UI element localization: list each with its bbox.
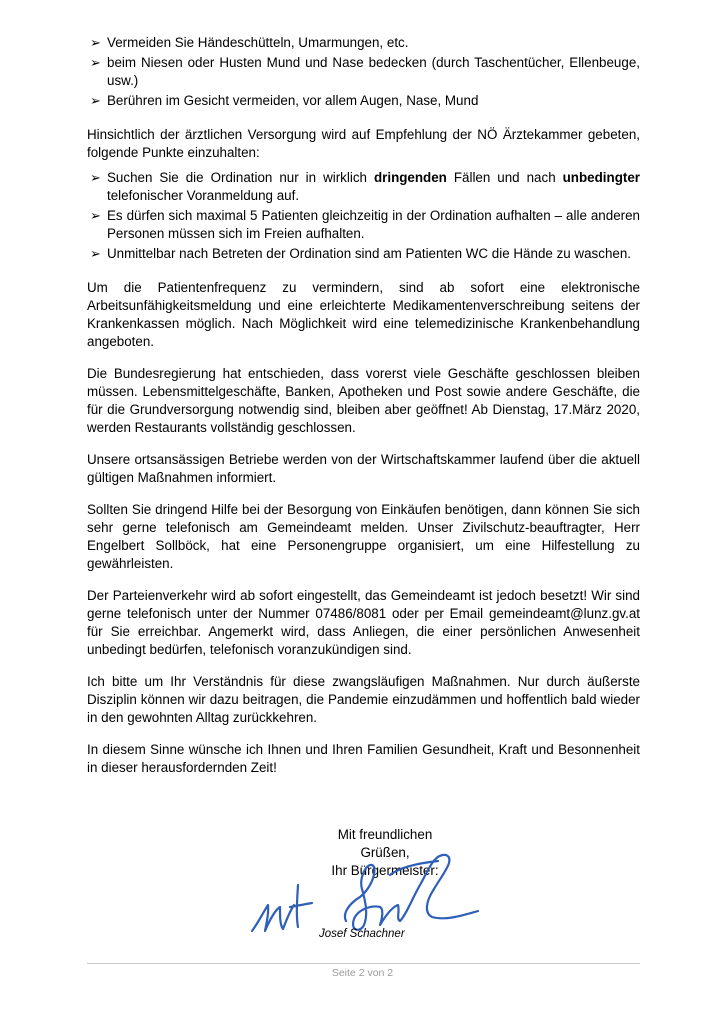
paragraph-federal-government: Die Bundesregierung hat entschieden, dass vorerst viele Geschäfte geschlossen bleiben müssen. Lebensmittelgeschäfte, Banken, Apotheken und Post sowie andere Geschäfte, die für die Grundversorgung notwendig sind, bleiben aber geöffnet! Ab Dienstag, 17.März 2020, werden Restaurants vollständig geschlossen. <box>87 366 640 435</box>
list-item: ➢ Suchen Sie die Ordination nur in wirklich dringenden Fällen und nach unbedingter telefonischer Voranmeldung auf. <box>90 170 640 203</box>
footer-divider <box>87 963 640 964</box>
paragraph-wishes: In diesem Sinne wünsche ich Ihnen und Ihren Familien Gesundheit, Kraft und Besonnenheit in dieser herausfordernden Zeit! <box>87 742 640 775</box>
signature-name: Josef Schachner <box>319 928 405 940</box>
signature-image <box>250 845 480 940</box>
arrow-bullet-icon: ➢ <box>90 208 101 223</box>
letter-body <box>87 34 640 777</box>
arrow-bullet-icon: ➢ <box>90 246 101 261</box>
list-item: ➢ beim Niesen oder Husten Mund und Nase bedecken (durch Taschentücher, Ellenbeuge, usw.) <box>90 55 640 88</box>
list-item: ➢ Berühren im Gesicht vermeiden, vor allem Augen, Nase, Mund <box>90 93 479 108</box>
paragraph-patient-frequency: Um die Patientenfrequenz zu vermindern, sind ab sofort eine elektronische Arbeitsunfähigkeitsmeldung und eine erleichterte Medikamentenverschreibung seitens der Krankenkassen möglich. Nach Möglichkeit wird eine telemedizinische Krankenbehandlung angeboten. <box>87 280 640 349</box>
paragraph-shopping-help: Sollten Sie dringend Hilfe bei der Besorgung von Einkäufen benötigen, dann können Sie sich sehr gerne telefonisch am Gemeindeamt melden. Unser Zivilschutz-beauftragter, Herr Engelbert Sollböck, hat eine Personengruppe organisiert, um eine Hilfestellung zu gewährleisten. <box>87 502 640 571</box>
arrow-bullet-icon: ➢ <box>90 55 101 70</box>
closing-title: Ihr Bürgermeister: <box>331 863 439 878</box>
paragraph-local-businesses: Unsere ortsansässigen Betriebe werden von der Wirtschaftskammer laufend über die aktuell gültigen Maßnahmen informiert. <box>87 452 640 485</box>
arrow-bullet-icon: ➢ <box>90 35 101 50</box>
page-number: Seite 2 von 2 <box>331 967 394 979</box>
medical-list <box>87 169 640 263</box>
paragraph-understanding: Ich bitte um Ihr Verständnis für diese zwangsläufigen Maßnahmen. Nur durch äußerste Disziplin können wir dazu beitragen, die Pandemie einzudämmen und hoffentlich bald wieder in den gewohnten Alltag zurückkehren. <box>87 674 640 725</box>
medical-intro: Hinsichtlich der ärztlichen Versorgung wird auf Empfehlung der NÖ Ärztekammer gebeten, folgende Punkte einzuhalten: <box>87 127 640 160</box>
list-item: ➢ Unmittelbar nach Betreten der Ordination sind am Patienten WC die Hände zu waschen. <box>90 246 632 261</box>
paragraph-office-contact: Der Parteienverkehr wird ab sofort eingestellt, das Gemeindeamt ist jedoch besetzt! Wir sind gerne telefonisch unter der Nummer 07486/8081 oder per Email gemeindeamt@lunz.gv.at für Sie erreichbar. Angemerkt wird, dass Anliegen, die einer persönlichen Anwesenheit unbedingt bedürfen, telefonisch voranzukündigen sind. <box>87 588 640 657</box>
arrow-bullet-icon: ➢ <box>90 93 101 108</box>
list-item: ➢ Vermeiden Sie Händeschütteln, Umarmungen, etc. <box>90 35 409 50</box>
arrow-bullet-icon: ➢ <box>90 170 101 185</box>
hygiene-list <box>87 34 640 110</box>
list-item: ➢ Es dürfen sich maximal 5 Patienten gleichzeitig in der Ordination aufhalten – alle anderen Personen müssen sich im Freien aufhalten. <box>90 208 640 241</box>
closing-greeting: Mit freundlichen Grüßen, <box>337 827 433 860</box>
